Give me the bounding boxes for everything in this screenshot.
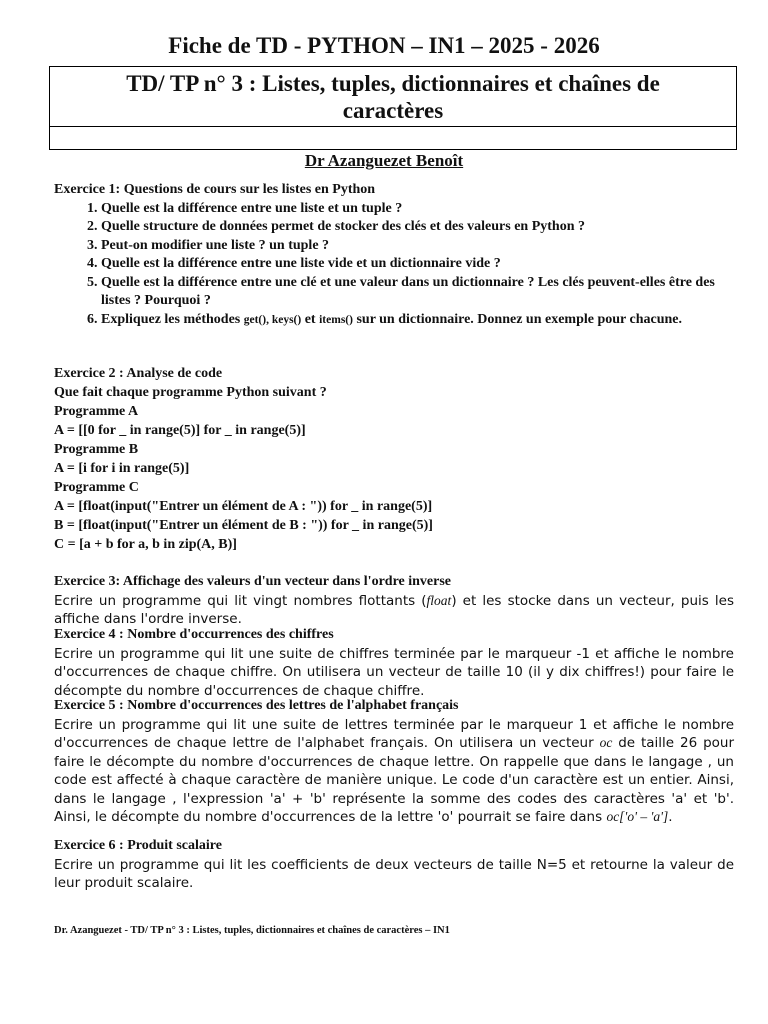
exercise-2 (54, 364, 734, 554)
document-title: Fiche de TD - PYTHON – IN1 – 2025 - 2026 (168, 33, 600, 58)
program-c-code-line2: B = [float(input("Entrer un élément de B : ")) for _ in range(5)] (54, 518, 433, 533)
question-2: 2. Quelle structure de données permet de stocker des clés et des valeurs en Python ? (101, 218, 734, 237)
question-3: 3. Peut-on modifier une liste ? un tuple ? (101, 237, 734, 256)
exercise-6 (54, 837, 734, 893)
question-6: 6. Expliquez les méthodes get(), keys() et items() sur un dictionnaire. Donnez un exemple pour chacune. (101, 311, 734, 330)
tp-title-line2: caractères (342, 98, 444, 123)
title-box-divider (50, 126, 736, 127)
tp-title (50, 70, 736, 124)
program-c-code-line3: C = [a + b for a, b in zip(A, B)] (54, 537, 237, 552)
exercise-3 (54, 573, 734, 629)
exercise-4-title: Exercice 4 : Nombre d'occurrences des chiffres (54, 627, 334, 642)
tp-title-box (49, 66, 737, 150)
exercise-4 (54, 626, 734, 700)
program-c-code-line1: A = [float(input("Entrer un élément de A : ")) for _ in range(5)] (54, 499, 433, 514)
exercise-5 (54, 697, 734, 827)
exercise-5-title: Exercice 5 : Nombre d'occurrences des lettres de l'alphabet français (54, 698, 459, 713)
exercise-5-text: Ecrire un programme qui lit une suite de lettres terminée par le marqueur 1 et affiche le nombre d'occurrences de chaque lettre de l'alphabet français. On utilisera un vecteur oc de taille 26 pour faire le décompte du nombre d'occurrences de chaque lettre. On rappelle que dans le langage , un code est affecté à chaque caractère de manière unique. Le code d'un caractère est un entier. Ainsi, dans le langage , l'expression 'a' + 'b' représente la somme des codes des caractères 'a' et 'b'. Ainsi, le décompte du nombre d'occurrences de la lettre 'o' pourrait se faire dans oc['o' – 'a']. (54, 716, 735, 826)
exercise-6-text: Ecrire un programme qui lit les coefficients de deux vecteurs de taille N=5 et retourne la valeur de leur produit scalaire. (54, 856, 734, 892)
author-name: Dr Azanguezet Benoît (304, 151, 464, 170)
method-get-keys: get(), keys() (243, 313, 302, 326)
program-c-label: Programme C (54, 480, 139, 495)
exercise-3-title: Exercice 3: Affichage des valeurs d'un vecteur dans l'ordre inverse (54, 574, 452, 589)
exercise-2-title: Exercice 2 : Analyse de code (54, 366, 223, 381)
exercise-1 (54, 181, 734, 329)
page-footer: Dr. Azanguezet - TD/ TP n° 3 : Listes, tuples, dictionnaires et chaînes de caractères – IN1 (54, 925, 450, 936)
question-4: 4. Quelle est la différence entre une liste vide et un dictionnaire vide ? (101, 255, 734, 274)
exercise-4-text: Ecrire un programme qui lit une suite de chiffres terminée par le marqueur -1 et affiche le nombre d'occurrences de chaque chiffre. On utilisera un vecteur de taille 10 (il y dix chiffres!) pour faire le décompte du nombre d'occurrences de chaque chiffre. (54, 645, 734, 699)
method-items: items() (319, 313, 353, 326)
exercise-2-question: Que fait chaque programme Python suivant ? (54, 385, 327, 400)
exercise-6-title: Exercice 6 : Produit scalaire (54, 838, 222, 853)
exercise-1-title: Exercice 1: Questions de cours sur les listes en Python (54, 182, 376, 197)
program-a-label: Programme A (54, 404, 139, 419)
question-5: 5. Quelle est la différence entre une clé et une valeur dans un dictionnaire ? Les clés peuvent-elles être des listes ? Pourquoi ? (101, 274, 734, 311)
exercise-3-text: Ecrire un programme qui lit vingt nombres flottants (float) et les stocke dans un vecteur, puis les affiche dans l'ordre inverse. (54, 592, 734, 628)
program-b-code: A = [i for i in range(5)] (54, 461, 190, 476)
exercise-1-questions (54, 200, 734, 330)
tp-title-line1: TD/ TP n° 3 : Listes, tuples, dictionnaires et chaînes de (126, 71, 660, 96)
program-a-code: A = [[0 for _ in range(5)] for _ in range(5)] (54, 423, 306, 438)
program-b-label: Programme B (54, 442, 139, 457)
question-1: 1. Quelle est la différence entre une liste et un tuple ? (101, 200, 734, 219)
